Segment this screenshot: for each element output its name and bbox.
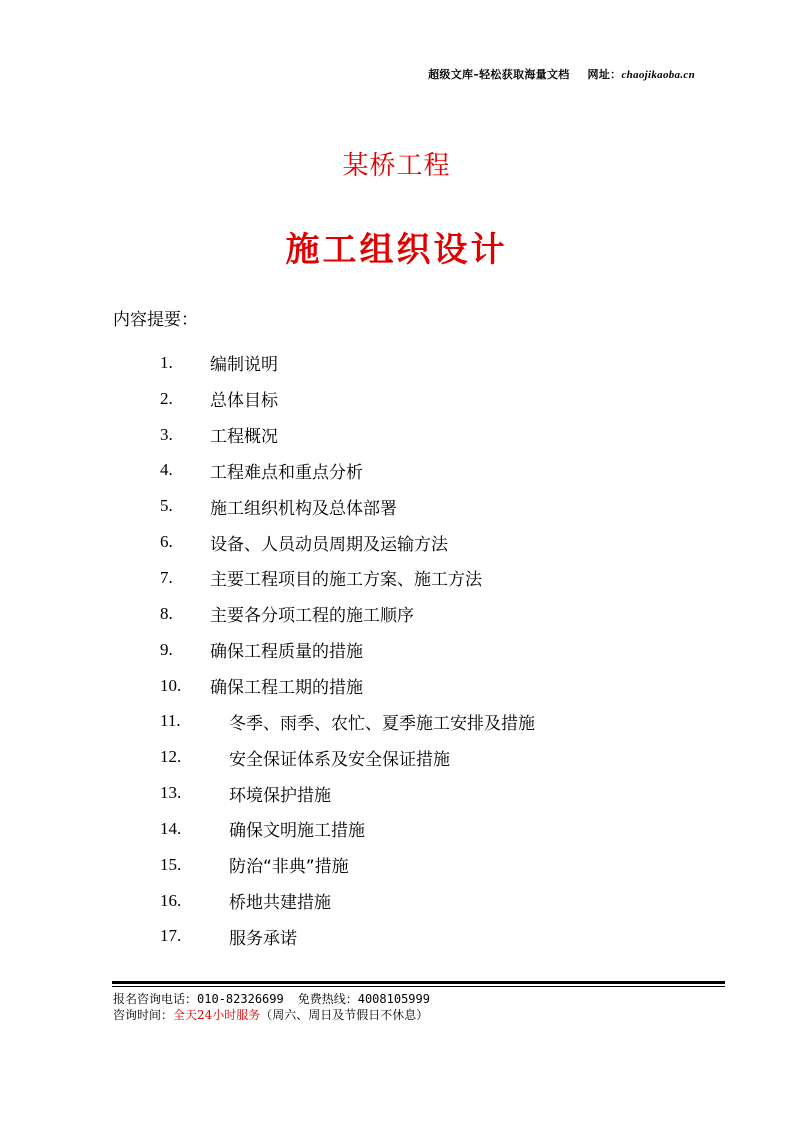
page-header (428, 66, 695, 82)
toc-item (160, 524, 535, 560)
signup-phone-label: 报名咨询电话： (113, 992, 198, 1006)
toc-item (160, 847, 535, 883)
toc-item-text: 确保工程工期的措施 (210, 678, 363, 699)
document-title: 施工组织设计 (285, 230, 508, 270)
toc-item-number: 2. (160, 388, 173, 408)
toc-item-number: 11. (160, 711, 181, 731)
project-title: 某桥工程 (342, 151, 451, 181)
toc-item-text: 防治“非典”措施 (229, 857, 349, 878)
toc-item (160, 417, 535, 453)
footer-divider-thin (112, 986, 725, 987)
toc-item-number: 4. (160, 460, 173, 480)
toc-item-text: 桥地共建措施 (229, 893, 331, 914)
hours-note: （周六、周日及节假日不休息） (260, 1008, 429, 1022)
toc-item-number: 6. (160, 532, 173, 552)
toc-item (160, 703, 535, 739)
toc-item-number: 15. (160, 854, 182, 874)
hotline-label: 免费热线： (297, 992, 358, 1006)
toc-item-text: 编制说明 (210, 355, 278, 376)
toc-item-text: 设备、人员动员周期及运输方法 (210, 534, 448, 555)
toc-item-number: 13. (160, 783, 182, 803)
toc-item-text: 冬季、雨季、农忙、夏季施工安排及措施 (229, 713, 535, 734)
toc-item-text: 总体目标 (210, 391, 278, 412)
toc-item (160, 632, 535, 668)
toc-item (160, 453, 535, 489)
toc-item-number: 14. (160, 818, 182, 838)
toc-item-text: 工程难点和重点分析 (210, 462, 363, 483)
header-url[interactable]: chaojikaoba.cn (621, 69, 695, 81)
toc-item-number: 7. (160, 567, 173, 587)
toc-item-text: 确保工程质量的措施 (210, 642, 363, 663)
toc-item-number: 1. (160, 352, 173, 372)
toc-item-text: 工程概况 (210, 427, 278, 448)
toc-item-number: 8. (160, 603, 173, 623)
header-url-label: 网址： (587, 68, 622, 81)
hotline-number: 4008105999 (357, 992, 430, 1006)
toc-item (160, 739, 535, 775)
footer-hours-line (113, 1006, 428, 1023)
toc-item (160, 883, 535, 919)
footer-divider-thick (112, 981, 725, 984)
toc-item (160, 811, 535, 847)
toc-item-text: 施工组织机构及总体部署 (210, 498, 397, 519)
hours-label: 咨询时间： (113, 1008, 174, 1022)
toc-item (160, 381, 535, 417)
toc-item-text: 环境保护措施 (229, 785, 331, 806)
header-site-name: 超级文库–轻松获取海量文档 (428, 68, 570, 81)
toc-item-number: 3. (160, 424, 173, 444)
toc-item-number: 5. (160, 496, 173, 516)
footer-contact-line (113, 990, 430, 1007)
toc-item-number: 17. (160, 926, 182, 946)
toc-item (160, 596, 535, 632)
toc-item-number: 9. (160, 639, 173, 659)
summary-heading: 内容提要： (113, 310, 198, 330)
toc-item (160, 560, 535, 596)
toc-item-text: 确保文明施工措施 (229, 821, 365, 842)
hours-highlight: 全天24小时服务 (173, 1008, 261, 1022)
toc-item (160, 919, 535, 955)
signup-phone-number: 010-82326699 (197, 992, 284, 1006)
toc-item-number: 12. (160, 747, 182, 767)
toc-item-text: 安全保证体系及安全保证措施 (229, 749, 450, 770)
toc-item-text: 主要各分项工程的施工顺序 (210, 606, 414, 627)
table-of-contents (160, 345, 535, 954)
toc-item (160, 775, 535, 811)
toc-item-number: 16. (160, 890, 182, 910)
toc-item-number: 10. (160, 675, 182, 695)
toc-item (160, 668, 535, 704)
toc-item-text: 服务承诺 (229, 928, 297, 949)
toc-item (160, 345, 535, 381)
toc-item-text: 主要工程项目的施工方案、施工方法 (210, 570, 482, 591)
toc-item (160, 488, 535, 524)
